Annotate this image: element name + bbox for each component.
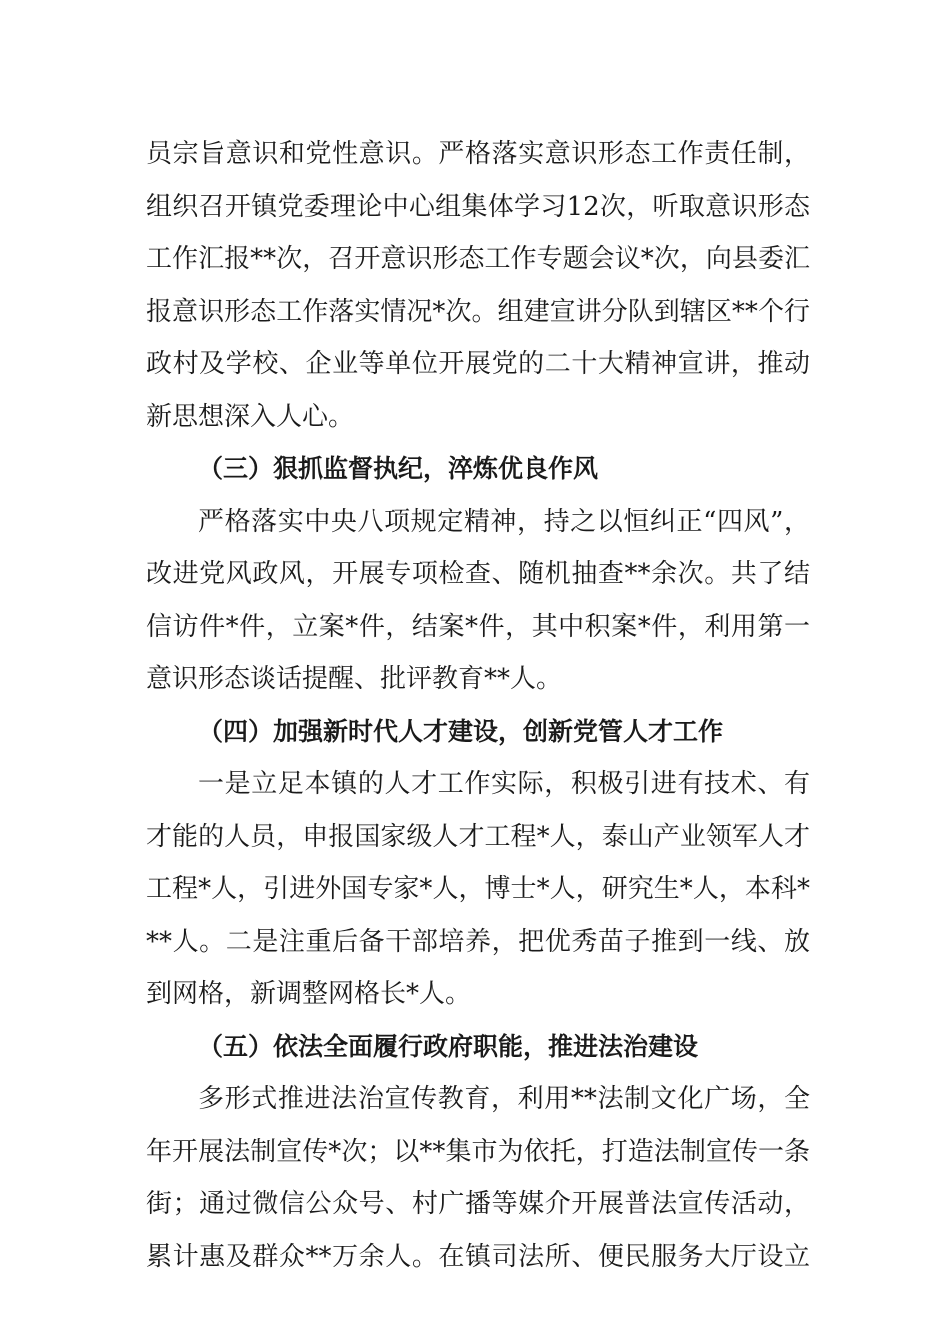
paragraph-line: 累计惠及群众**万余人。在镇司法所、便民服务大厅设立: [146, 1241, 810, 1272]
paragraph-line: 政村及学校、企业等单位开展党的二十大精神宣讲，推动: [146, 349, 810, 379]
section-heading-3: （三）狠抓监督执纪，淬炼优良作风: [198, 454, 599, 483]
paragraph-line: 工作汇报**次，召开意识形态工作专题会议*次，向县委汇: [146, 244, 810, 274]
paragraph-line: 改进党风政风，开展专项检查、随机抽查**余次。共了结: [146, 559, 810, 589]
paragraph-line: 员宗旨意识和党性意识。严格落实意识形态工作责任制，: [146, 139, 810, 169]
paragraph-line: 新思想深入人心。: [146, 401, 355, 432]
paragraph-line: 多形式推进法治宣传教育，利用**法制文化广场，全: [198, 1084, 810, 1114]
paragraph-line: 严格落实中央八项规定精神，持之以恒纠正“四风”，: [198, 506, 810, 537]
paragraph-line: 到网格，新调整网格长*人。: [146, 979, 472, 1009]
paragraph-line: 才能的人员，申报国家级人才工程*人，泰山产业领军人才: [146, 821, 810, 852]
paragraph-line: 报意识形态工作落实情况*次。组建宣讲分队到辖区**个行: [146, 296, 810, 327]
section-heading-5: （五）依法全面履行政府职能，推进法治建设: [198, 1031, 699, 1061]
paragraph-line: 一是立足本镇的人才工作实际，积极引进有技术、有: [198, 769, 810, 799]
paragraph-line: **人。二是注重后备干部培养，把优秀苗子推到一线、放: [146, 926, 810, 957]
document-body: [146, 128, 810, 1283]
section-heading-4: （四）加强新时代人才建设，创新党管人才工作: [198, 716, 724, 746]
paragraph-line: 工程*人，引进外国专家*人，博士*人，研究生*人，本科*: [146, 874, 810, 904]
paragraph-line: 意识形态谈话提醒、批评教育**人。: [146, 664, 563, 694]
paragraph-line: 信访件*件，立案*件，结案*件，其中积案*件，利用第一: [146, 611, 810, 642]
paragraph-line: 街；通过微信公众号、村广播等媒介开展普法宣传活动，: [146, 1189, 810, 1219]
paragraph-line: 年开展法制宣传*次；以**集市为依托，打造法制宣传一条: [146, 1136, 810, 1167]
paragraph-line: 组织召开镇党委理论中心组集体学习12次，听取意识形态: [146, 191, 810, 222]
